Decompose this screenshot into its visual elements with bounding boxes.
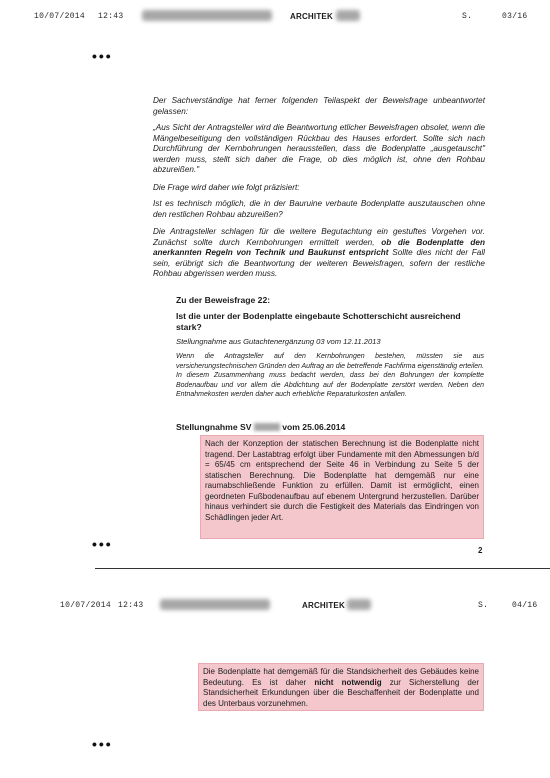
paragraph-precise: Die Frage wird daher wie folgt präzisiert:: [153, 183, 300, 192]
stellungnahme-sv-post: vom 25.06.2014: [282, 422, 346, 432]
heading-beweisfrage-22: Zu der Beweisfrage 22:: [176, 295, 271, 305]
redacted-expert-name: [254, 423, 280, 431]
fax-company-2: ARCHITEK: [302, 601, 345, 610]
stellungnahme-gutachten: Stellungnahme aus Gutachtenergänzung 03 vom 12.11.2013: [176, 337, 381, 346]
conclusion-text-c: zur Sicherstellung der Standsicherheit Erkundungen über die Beschaffenheit der Bodenplatte und des Unterbaus vorzunehmen.: [203, 677, 479, 708]
paragraph-quote: „Aus Sicht der Antragsteller wird die Beantwortung etlicher Beweisfragen obsolet, wenn die Mängelbeseitigung den vollständigen Rückbau des Hauses erfordert. Sollte sich nach Durchführung der Kernbohrungen herausstellen, dass die Bodenplatte „ausgetauscht" werden muss, stellt sich daher die Frage, ob dies möglich ist, ohne den Rohbau abzureißen.": [153, 123, 485, 175]
highlighted-conclusion: [198, 663, 484, 711]
fax-date-2: 10/07/2014: [60, 601, 112, 610]
page-divider: [95, 568, 550, 569]
question-22: Ist die unter der Bodenplatte eingebaute Schotterschicht ausreichend stark?: [176, 311, 461, 332]
stellungnahme-sv-pre: Stellungnahme SV: [176, 422, 252, 432]
fax-time-2: 12:43: [118, 601, 144, 610]
fax-page-number-2: 04/16: [512, 601, 538, 610]
fax-company: ARCHITEK: [290, 12, 333, 21]
paragraph-question: Ist es technisch möglich, die in der Bauruine verbaute Bodenplatte auszutauschen ohne den restlichen Rohbau abzureißen?: [153, 199, 485, 219]
ellipsis-bottom-2: •••: [92, 736, 113, 752]
paragraph-kernbohrungen: Wenn die Antragsteller auf den Kernbohrungen bestehen, müssten sie aus versicherungstechnischen Gründen den Auftrag an die betreffende Fachfirma eigenständig erteilen. In diesem Zusammenhang muss bedacht werden, dass bei den Bohrungen der komplette Bodenaufbau und vor allem die Abdichtung auf der Bodenplatte zerstört werden. Neben den Entnahmekosten werden daher auch erhebliche Reparaturkosten anfallen.: [176, 353, 484, 399]
fax-page-label-2: S.: [478, 601, 489, 610]
stellungnahme-sv: [176, 422, 345, 432]
redacted-sender-2: [160, 599, 270, 610]
highlighted-statement: Nach der Konzeption der statischen Berechnung ist die Bodenplatte nicht tragend. Der Lastabtrag erfolgt über Fundamente mit den Abmessungen b/d = 65/45 cm entsprechend der Seite 46 in Verbindung zu Seite 5 der statischen Berechnung. Die Bodenplatte hat demgemäß nur eine raumabschließende Funktion zu erfüllen. Damit ist ermöglicht, einen geordneten Fußbodenaufbau auf ebenem Untergrund herzustellen. Darüber hinaus verhindert sie durch die Festigkeit des Materials das Eindringen von Schädlingen jeder Art.: [200, 435, 484, 539]
proposal-text-c: Sollte dies nicht der Fall sein, erübrigt sich die Beantwortung der weiteren Beweisfragen, sofern der restliche Rohbau abgerissen werden muss.: [153, 248, 486, 279]
page-number: 2: [478, 546, 483, 555]
conclusion-text-a: Die Bodenplatte hat demgemäß für die Standsicherheit des Gebäudes keine Bedeutung. Es ist daher: [203, 667, 479, 687]
paragraph-intro: Der Sachverständige hat ferner folgenden Teilaspekt der Beweisfrage unbeantwortet gelassen:: [153, 96, 485, 116]
fax-time: 12:43: [98, 12, 124, 21]
redacted-company-suffix-2: [347, 599, 371, 610]
proposal-text-bold: ob die Bodenplatte den anerkannten Regeln von Technik und Baukunst entspricht: [153, 237, 485, 258]
fax-page-number: 03/16: [502, 12, 528, 21]
proposal-text-a: Die Antragsteller schlagen für die weitere Begutachtung ein gestuftes Vorgehen vor. Zunächst sollte durch Kernbohrungen ermittelt werden,: [153, 227, 485, 247]
paragraph-proposal: [153, 227, 485, 280]
conclusion-text-bold: nicht notwendig: [314, 677, 382, 687]
fax-date: 10/07/2014: [34, 12, 86, 21]
fax-page-label: S.: [462, 12, 473, 21]
ellipsis-bottom: •••: [92, 536, 113, 552]
ellipsis-top: •••: [92, 48, 113, 64]
redacted-company-suffix: [336, 10, 360, 21]
redacted-sender: [142, 10, 272, 21]
